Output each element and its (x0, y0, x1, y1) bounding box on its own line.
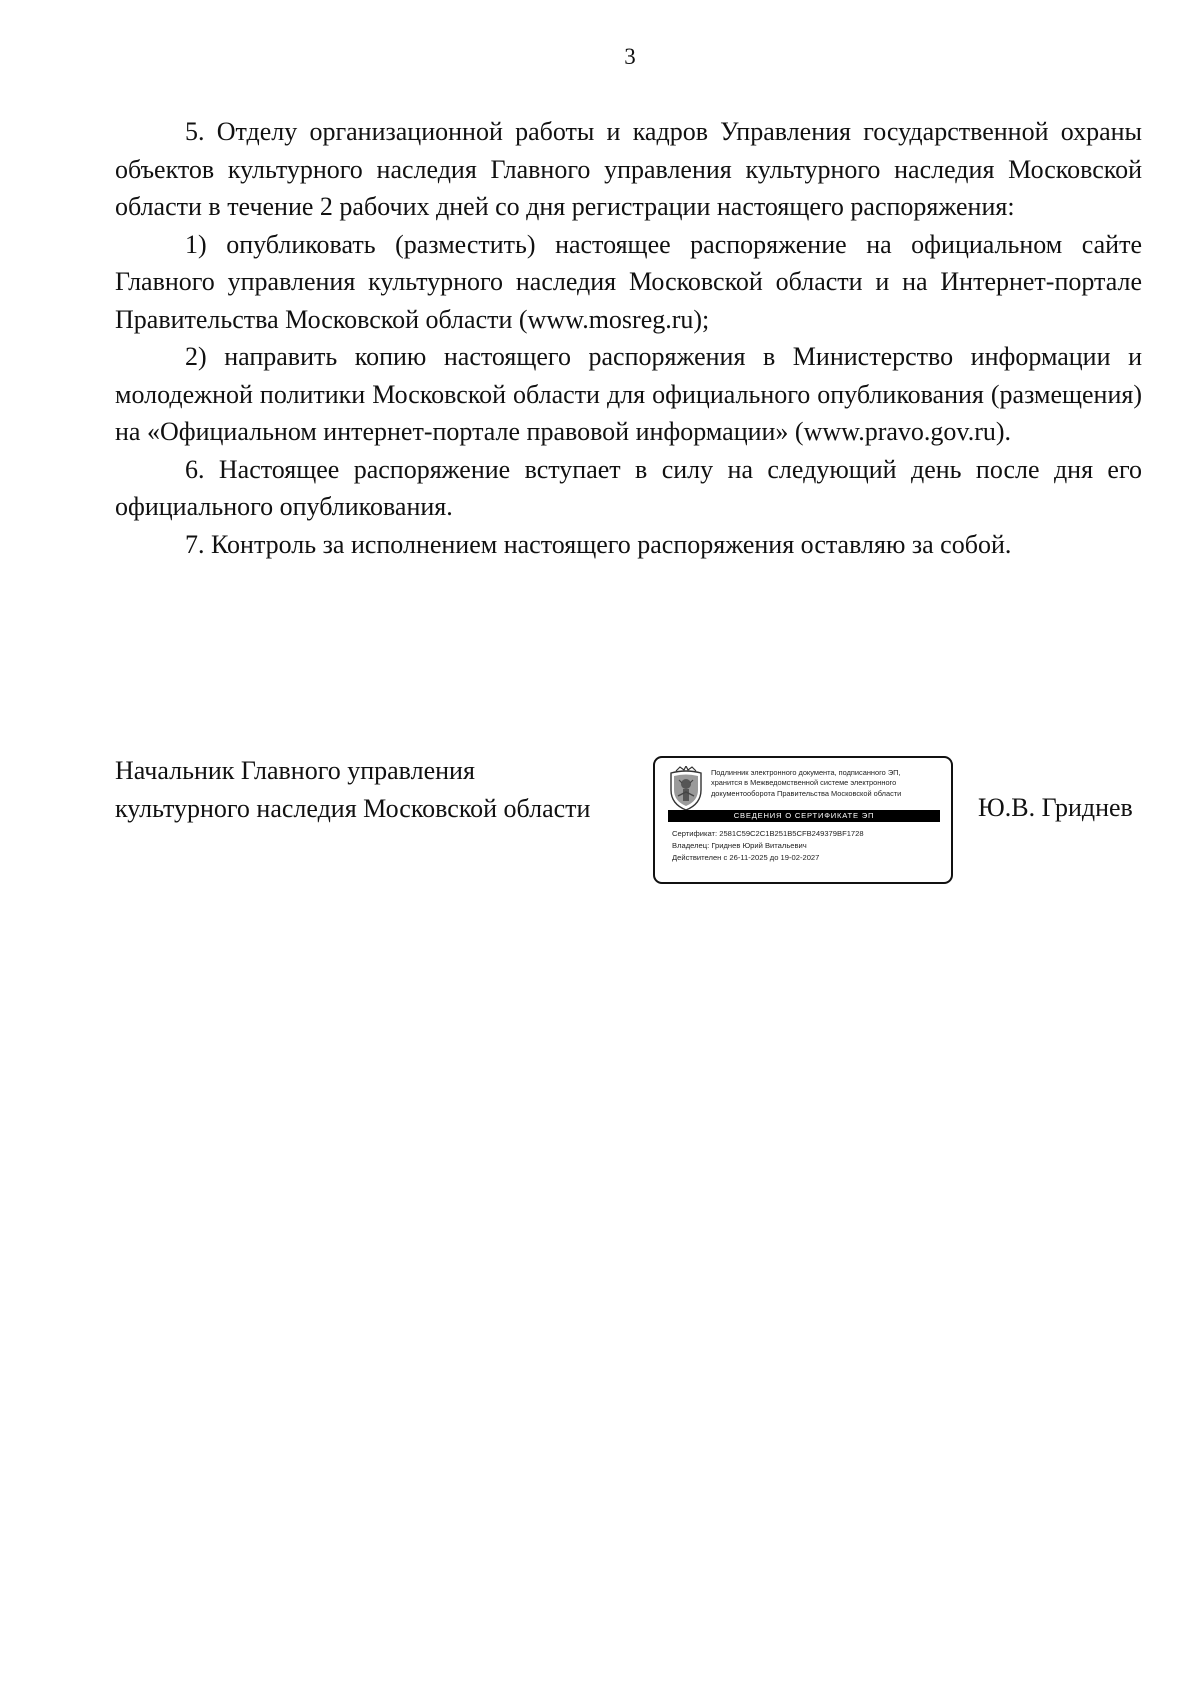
coat-of-arms-icon (668, 766, 704, 812)
certificate-validity: Действителен с 26-11-2025 до 19-02-2027 (672, 853, 820, 862)
electronic-signature-stamp (653, 756, 953, 884)
signatory-position-line: культурного наследия Московской области (115, 793, 591, 823)
signatory-position (115, 752, 590, 827)
stamp-note-line: Подлинник электронного документа, подписанного ЭП, (711, 768, 901, 777)
certificate-serial: Сертификат: 2581C59C2C1B251B5CFB249379BF1728 (672, 829, 864, 838)
certificate-owner: Владелец: Гриднев Юрий Витальевич (672, 841, 807, 850)
certificate-details (672, 828, 864, 864)
certificate-info-bar: СВЕДЕНИЯ О СЕРТИФИКАТЕ ЭП (668, 810, 940, 822)
paragraph-subitem-1: 1) опубликовать (разместить) настоящее распоряжение на официальном сайте Главного управления культурного наследия Московской области и на Интернет-портале Правительства Московской области (www.mosreg.ru); (115, 229, 1142, 334)
stamp-note (711, 768, 947, 799)
stamp-note-line: хранится в Межведомственной системе электронного (711, 778, 897, 788)
paragraph-subitem-2: 2) направить копию настоящего распоряжения в Министерство информации и молодежной политики Московской области для официального опубликования (размещения) на «Официальном интернет-портале правовой информации» (www.pravo.gov.ru). (115, 342, 1142, 446)
paragraph-item-7: 7. Контроль за исполнением настоящего распоряжения оставляю за собой. (185, 529, 1012, 559)
signatory-name: Ю.В. Гриднев (978, 793, 1133, 822)
signatory-position-line: Начальник Главного управления (115, 756, 475, 785)
page-number: 3 (624, 44, 636, 69)
paragraph-item-6: 6. Настоящее распоряжение вступает в силу на следующий день после дня его официального опубликования. (115, 454, 1142, 521)
paragraph-item-5: 5. Отделу организационной работы и кадров Управления государственной охраны объектов культурного наследия Главного управления культурного наследия Московской области в течение 2 рабочих дней со дня регистрации настоящего распоряжения: (115, 117, 1142, 221)
stamp-note-line: документооборота Правительства Московской области (711, 788, 902, 798)
document-body (115, 113, 1142, 563)
